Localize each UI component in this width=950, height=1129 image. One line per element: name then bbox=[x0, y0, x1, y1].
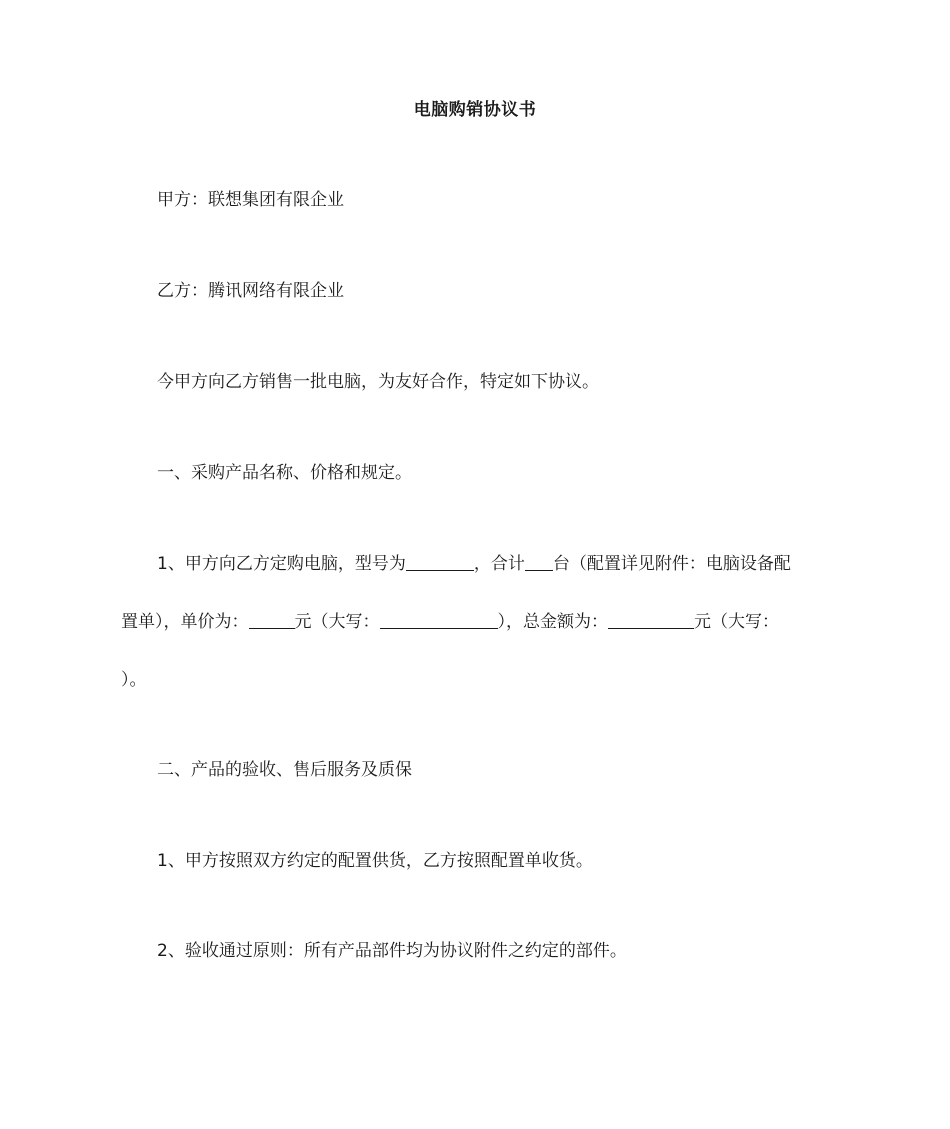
intro-paragraph: 今甲方向乙方销售一批电脑，为友好合作，特定如下协议。 bbox=[157, 372, 599, 392]
party-a-line: 甲方：联想集团有限企业 bbox=[157, 190, 344, 210]
clause-1-text-b: ，合计 bbox=[473, 554, 525, 574]
clause-1-line-3 bbox=[121, 666, 147, 694]
unit-price-blank bbox=[249, 610, 295, 629]
unit-price-words-blank bbox=[380, 610, 498, 629]
clause-1-line-1 bbox=[157, 550, 791, 578]
clause-1-text-c: 台（配置详见附件：电脑设备配 bbox=[552, 554, 791, 574]
section-2-heading: 二、产品的验收、售后服务及质保 bbox=[157, 760, 412, 780]
clause-1-text-g: 元（大写： bbox=[694, 612, 779, 632]
section-2-item-2: 2、验收通过原则：所有产品部件均为协议附件之约定的部件。 bbox=[157, 941, 627, 961]
clause-1-text-a: 1、甲方向乙方定购电脑，型号为 bbox=[157, 554, 406, 574]
total-amount-blank bbox=[608, 610, 694, 629]
clause-1-text-d: 置单），单价为： bbox=[121, 612, 249, 632]
section-2-item-1: 1、甲方按照双方约定的配置供货，乙方按照配置单收货。 bbox=[157, 851, 593, 871]
section-1-heading: 一、采购产品名称、价格和规定。 bbox=[157, 463, 412, 483]
model-blank bbox=[406, 552, 474, 571]
clause-1-text-f: ），总金额为： bbox=[497, 612, 608, 632]
clause-1-line-2 bbox=[121, 608, 779, 636]
quantity-blank bbox=[525, 552, 553, 571]
document-title: 电脑购销协议书 bbox=[413, 100, 537, 120]
clause-1-text-e: 元（大写： bbox=[294, 612, 380, 632]
party-b-line: 乙方：腾讯网络有限企业 bbox=[157, 281, 344, 301]
clause-1-text-h: ）。 bbox=[121, 670, 147, 690]
